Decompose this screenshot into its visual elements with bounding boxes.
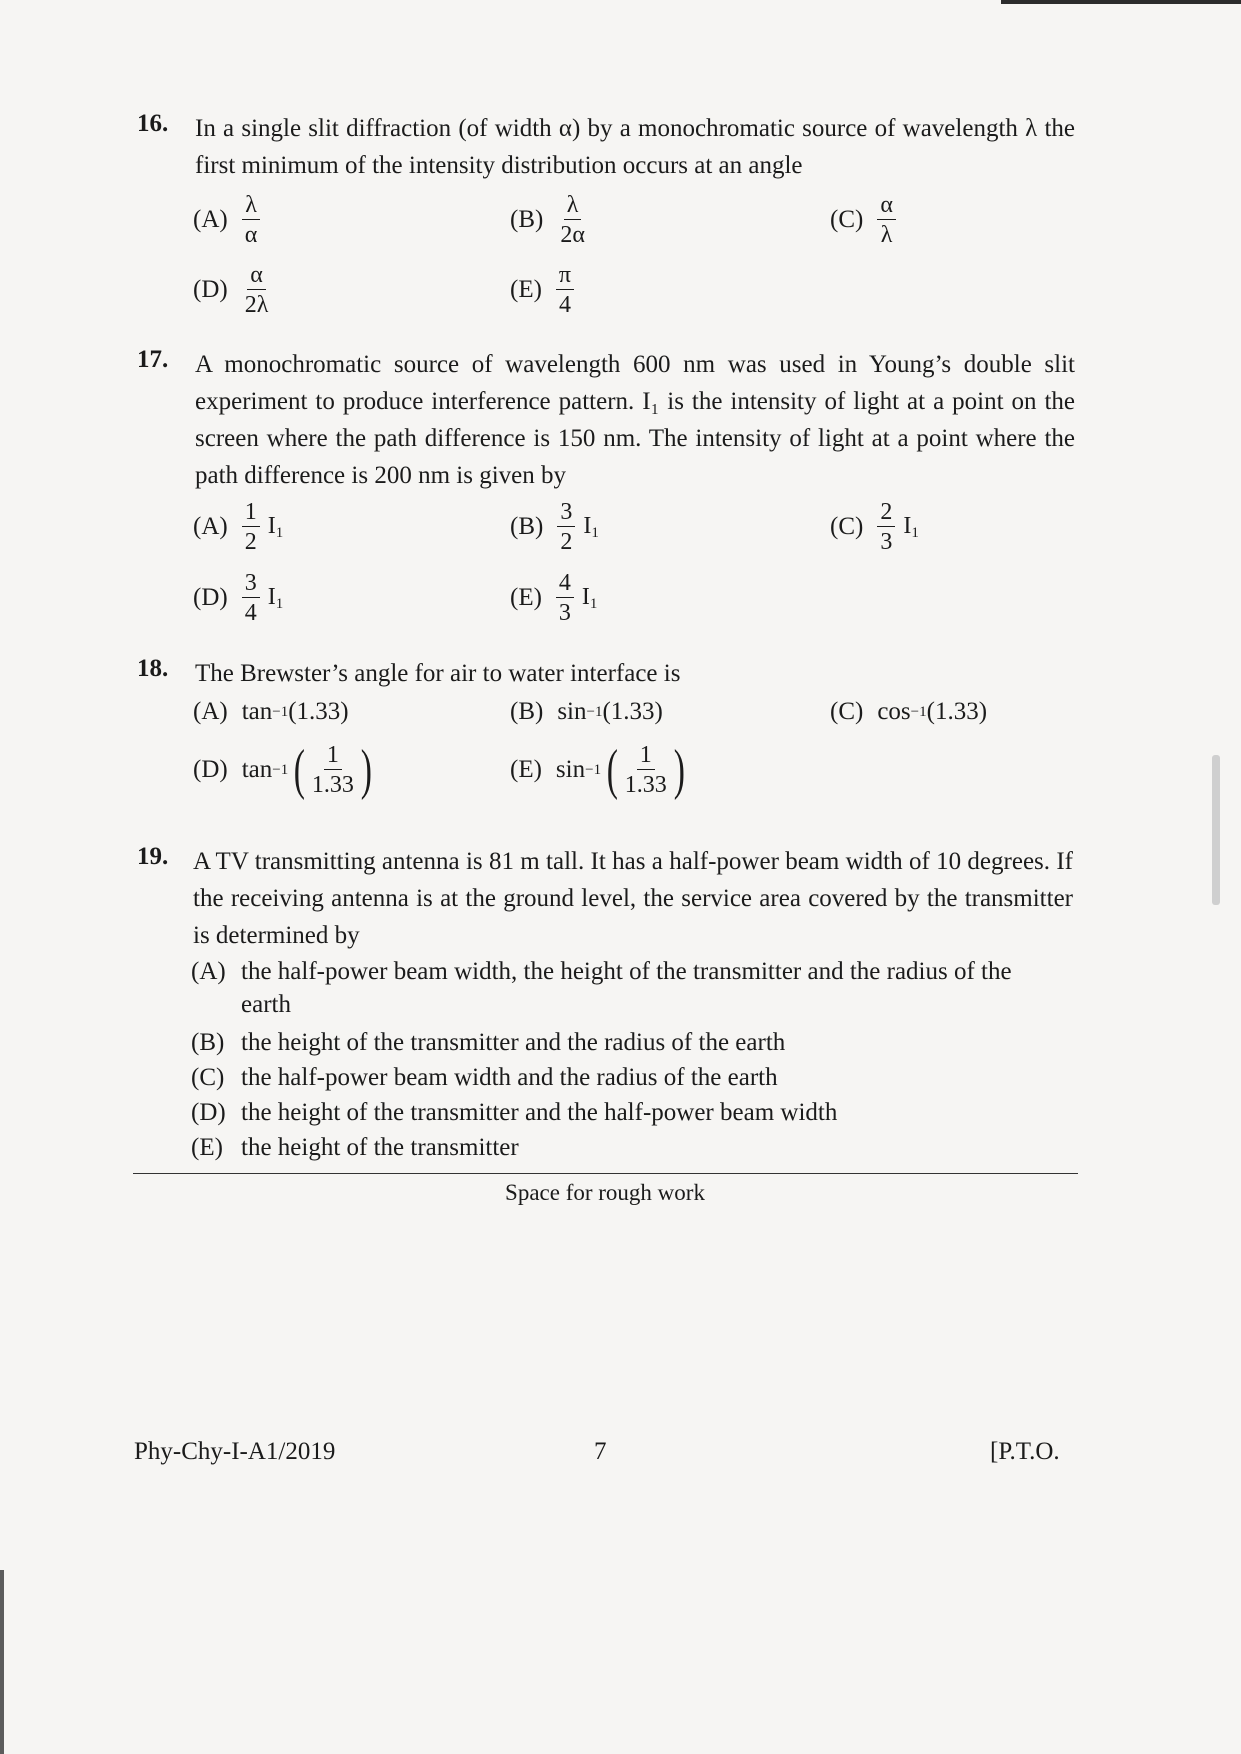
fraction [622,743,670,797]
fraction-denominator: 4 [558,292,571,318]
function-argument: (1.33) [288,698,349,725]
fraction-numerator: 2 [877,500,895,527]
option-b [510,687,663,737]
intensity-symbol: $I_1$ [583,512,599,541]
option-label: (A) [193,206,228,233]
fraction [556,263,574,317]
function-argument: (1.33) [602,698,663,725]
option-label: (B) [191,1029,225,1056]
option-label: (D) [193,756,228,783]
fraction-numerator: λ [564,193,582,220]
fraction-denominator: 2λ [244,292,269,318]
fraction-numerator: 3 [557,500,575,527]
question-number: 19. [137,843,169,870]
fraction-denominator: 4 [244,600,257,626]
fraction [557,500,575,554]
option-label: (B) [510,206,544,233]
option-b [510,497,599,557]
option-a [193,687,349,737]
option-label: (E) [191,1134,223,1161]
inverse-exponent: −1 [586,703,603,720]
fraction-denominator: 2 [560,529,573,555]
question-number: 16. [137,110,169,137]
option-a [193,190,260,250]
option-label: (D) [193,276,228,303]
intensity-symbol: $I_1$ [581,583,598,612]
fraction [309,743,357,797]
option-c [191,1061,1071,1094]
footer-pto: [P.T.O. [990,1438,1060,1465]
fraction-denominator: 2 [244,529,257,555]
left-paren-symbol: ( [293,739,306,801]
inverse-exponent: −1 [910,703,927,720]
footer-page-number: 7 [594,1438,607,1465]
question-text: The Brewster’s angle for air to water interface is [195,660,681,687]
question-number: 17. [137,346,169,373]
fraction-numerator: α [877,193,896,220]
fraction [877,500,895,554]
parenthesized-fraction [603,739,688,801]
fraction-numerator: λ [242,193,260,220]
fraction-numerator: 3 [242,571,260,598]
option-e [510,568,597,628]
question-number: 18. [137,655,169,682]
option-text: the height of the transmitter [241,1134,519,1161]
footer-paper-code: Phy-Chy-I-A1/2019 [134,1438,336,1465]
fraction [242,500,260,554]
function-name: tan [241,756,273,783]
option-label: (A) [193,698,228,725]
option-c [830,190,896,250]
option-d [193,737,376,803]
fraction-numerator: 1 [324,743,342,770]
function-name: cos [877,698,911,725]
fraction [242,263,272,317]
option-a [193,497,283,557]
option-c [830,497,919,557]
option-label: (E) [510,756,542,783]
option-d [193,568,283,628]
fraction-denominator: 2α [560,222,585,248]
option-label: (A) [191,958,226,985]
fraction-denominator: 3 [558,600,571,626]
option-text: the half-power beam width and the radius of the earth [241,1064,778,1091]
fraction [556,571,574,625]
fraction-numerator: 1 [242,500,260,527]
option-label: (E) [510,276,542,303]
option-label: (B) [510,513,544,540]
option-text: the half-power beam width, the height of the transmitter and the radius of the earth [241,958,1012,1018]
question-text: A TV transmitting antenna is 81 m tall. It has a half-power beam width of 10 degrees. If the receiving antenna is at the ground level, the service area covered by the transmitter is determined by [193,848,1073,949]
option-c [830,687,987,737]
option-label: (C) [830,206,864,233]
option-e [510,260,574,320]
fraction-numerator: π [556,263,574,290]
function-name: sin [557,698,587,725]
fraction [242,571,260,625]
inverse-exponent: −1 [585,761,602,778]
intensity-symbol: $I_1$ [267,583,284,612]
fraction-denominator: 3 [880,529,893,555]
question-text: In a single slit diffraction (of width α) by a monochromatic source of wavelength λ the first minimum of the intensity distribution occurs at an angle [195,115,1075,179]
intensity-symbol: $I_1$ [267,512,284,541]
inverse-exponent: −1 [272,761,289,778]
fraction [242,193,261,247]
option-label: (C) [830,513,864,540]
option-label: (E) [510,584,542,611]
fraction-denominator: 1.33 [624,772,667,798]
option-label: (C) [830,698,864,725]
fraction [557,193,588,247]
fraction-denominator: α [244,222,258,248]
parenthesized-fraction [290,739,375,801]
option-label: (B) [510,698,544,725]
option-text: the height of the transmitter and the half-power beam width [241,1099,838,1126]
function-argument: (1.33) [926,698,988,725]
option-b [191,1026,1071,1059]
fraction-numerator: α [247,263,266,290]
rough-work-divider [133,1173,1078,1174]
fraction-denominator: λ [880,222,893,248]
inverse-exponent: −1 [272,703,289,720]
option-a [191,955,1071,1021]
intensity-symbol: $I_1$ [903,512,919,541]
left-paren-symbol: ( [606,739,619,801]
option-d [193,260,271,320]
option-e [510,737,688,803]
option-d [191,1096,1071,1129]
option-label: (D) [191,1099,226,1126]
scan-edge-left [0,1570,4,1754]
fraction-denominator: 1.33 [311,772,354,798]
function-name: tan [241,698,273,725]
scan-edge-right [1212,755,1220,905]
rough-work-caption: Space for rough work [505,1180,705,1205]
question-text: A monochromatic source of wavelength 600 nm was used in Young’s double slit experiment to produce interference pattern. I₁ is the intensity of light at a point on the screen where the path difference is 150 nm. The intensity of light at a point where the path difference is 200 nm is given by [195,351,1075,489]
option-e [191,1131,1071,1164]
right-paren-symbol: ) [673,739,685,801]
option-text: the height of the transmitter and the radius of the earth [241,1029,786,1056]
fraction-numerator: 4 [556,571,574,598]
option-label: (D) [193,584,228,611]
function-name: sin [555,756,586,783]
right-paren-symbol: ) [360,739,372,801]
scan-edge-top [1001,0,1241,4]
option-label: (C) [191,1064,225,1091]
option-label: (A) [193,513,228,540]
fraction [877,193,896,247]
fraction-numerator: 1 [637,743,655,770]
option-b [510,190,588,250]
